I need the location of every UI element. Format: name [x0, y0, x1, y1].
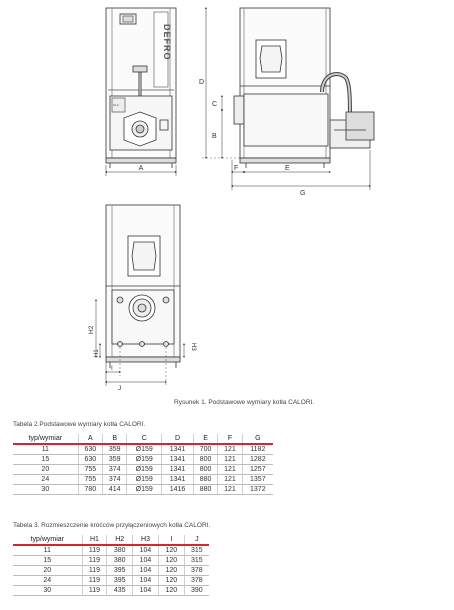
- connections-table-header: [13, 535, 209, 545]
- table-cell: 121: [218, 475, 242, 485]
- table-cell: 1341: [162, 455, 194, 465]
- table-cell: 121: [218, 485, 242, 495]
- table-cell: 1182: [242, 444, 273, 455]
- table-cell: 120: [158, 556, 184, 566]
- column-header: A: [78, 434, 102, 444]
- table-cell: 1282: [242, 455, 273, 465]
- table-cell: 630: [78, 455, 102, 465]
- table-cell: 755: [78, 465, 102, 475]
- table-cell: 15: [13, 455, 78, 465]
- column-header: F: [218, 434, 242, 444]
- header-row: [13, 535, 209, 545]
- table-cell: 880: [193, 475, 217, 485]
- table-cell: 120: [158, 566, 184, 576]
- dimensions-table: [13, 434, 273, 495]
- table-row: [13, 566, 209, 576]
- table-cell: 395: [107, 576, 133, 586]
- table-cell: 395: [107, 566, 133, 576]
- dim-label-B: B: [212, 133, 217, 140]
- table-cell: 378: [184, 576, 209, 586]
- dim-label-A: A: [138, 165, 144, 172]
- table-cell: Ø159: [127, 475, 162, 485]
- column-header: H1: [82, 535, 107, 545]
- table-cell: 120: [158, 586, 184, 596]
- table-cell: Ø159: [127, 465, 162, 475]
- table-cell: 104: [133, 556, 159, 566]
- table-row: [13, 576, 209, 586]
- table-cell: 30: [13, 485, 78, 495]
- table-cell: 414: [103, 485, 127, 495]
- table-cell: 374: [103, 465, 127, 475]
- table-cell: 755: [78, 475, 102, 485]
- table-row: [13, 485, 273, 495]
- table-cell: 780: [78, 485, 102, 495]
- table-row: [13, 586, 209, 596]
- table-cell: 11: [13, 444, 78, 455]
- table-cell: 359: [103, 455, 127, 465]
- dim-label-J: J: [118, 385, 122, 392]
- header-row: [13, 434, 273, 444]
- table-cell: 119: [82, 545, 107, 556]
- column-header: D: [162, 434, 194, 444]
- connections-table: [13, 535, 209, 596]
- table-cell: 1357: [242, 475, 273, 485]
- dimensions-table-body: [13, 444, 273, 495]
- table-row: [13, 556, 209, 566]
- table-cell: 1341: [162, 444, 194, 455]
- table-row: [13, 444, 273, 455]
- dim-label-E: E: [285, 165, 290, 172]
- table-cell: 1341: [162, 465, 194, 475]
- table-cell: 315: [184, 556, 209, 566]
- table-cell: 121: [218, 444, 242, 455]
- table-row: [13, 465, 273, 475]
- column-header: J: [184, 535, 209, 545]
- dim-label-C: C: [212, 101, 218, 108]
- table-cell: 378: [184, 566, 209, 576]
- rear-view: [96, 205, 184, 386]
- table-cell: 1372: [242, 485, 273, 495]
- table-cell: 104: [133, 545, 159, 556]
- table-cell: 30: [13, 586, 82, 596]
- table-cell: 374: [103, 475, 127, 485]
- table-cell: 119: [82, 576, 107, 586]
- table-row: [13, 545, 209, 556]
- controller-text: CL3: [113, 103, 119, 107]
- brand-logo: DEFRO: [162, 24, 172, 61]
- table-row: [13, 475, 273, 485]
- table-cell: 359: [103, 444, 127, 455]
- table-cell: 121: [218, 465, 242, 475]
- table-cell: 800: [193, 455, 217, 465]
- table-cell: 800: [193, 465, 217, 475]
- table-cell: 380: [107, 545, 133, 556]
- column-header: G: [242, 434, 273, 444]
- table-cell: 1416: [162, 485, 194, 495]
- table-cell: Ø159: [127, 485, 162, 495]
- table-cell: 880: [193, 485, 217, 495]
- side-view: [202, 8, 374, 190]
- column-header: E: [193, 434, 217, 444]
- table-row: [13, 455, 273, 465]
- table-cell: 20: [13, 566, 82, 576]
- table-cell: 24: [13, 475, 78, 485]
- table-cell: 119: [82, 586, 107, 596]
- table-cell: 121: [218, 455, 242, 465]
- table-cell: Ø159: [127, 444, 162, 455]
- table-cell: 700: [193, 444, 217, 455]
- dim-label-F: F: [234, 165, 239, 172]
- column-header: B: [103, 434, 127, 444]
- table-cell: 104: [133, 576, 159, 586]
- table-cell: Ø159: [127, 455, 162, 465]
- table3-caption: Tabela 3. Rozmieszczenie króćców przyłączeniowych kotła CALORI.: [13, 522, 211, 529]
- dim-label-D: D: [199, 79, 205, 86]
- table-cell: 104: [133, 586, 159, 596]
- column-header: typ/wymiar: [13, 535, 82, 545]
- table-cell: 24: [13, 576, 82, 586]
- dim-label-H1: H1: [94, 349, 100, 357]
- table-cell: 11: [13, 545, 82, 556]
- dim-label-H2: H2: [88, 325, 95, 334]
- table-cell: 380: [107, 556, 133, 566]
- table-cell: 20: [13, 465, 78, 475]
- column-header: I: [158, 535, 184, 545]
- table-cell: 390: [184, 586, 209, 596]
- connections-table-body: [13, 545, 209, 596]
- table-cell: 119: [82, 556, 107, 566]
- table-cell: 315: [184, 545, 209, 556]
- table-cell: 120: [158, 576, 184, 586]
- dim-label-H3: H3: [190, 343, 196, 351]
- table-cell: 435: [107, 586, 133, 596]
- table2-caption: Tabela 2.Podstawowe wymiary kotła CALORI.: [13, 421, 146, 428]
- dim-label-G: G: [300, 190, 306, 197]
- dim-label-I: I: [111, 365, 113, 372]
- column-header: H2: [107, 535, 133, 545]
- figure-caption: Rysunek 1. Podstawowe wymiary kotła CALORI.: [174, 399, 315, 406]
- table-cell: 1257: [242, 465, 273, 475]
- table-cell: 120: [158, 545, 184, 556]
- table-cell: 1341: [162, 475, 194, 485]
- dimensions-table-header: [13, 434, 273, 444]
- column-header: C: [127, 434, 162, 444]
- table-cell: 119: [82, 566, 107, 576]
- table-cell: 15: [13, 556, 82, 566]
- column-header: typ/wymiar: [13, 434, 78, 444]
- table-cell: 104: [133, 566, 159, 576]
- column-header: H3: [133, 535, 159, 545]
- table-cell: 630: [78, 444, 102, 455]
